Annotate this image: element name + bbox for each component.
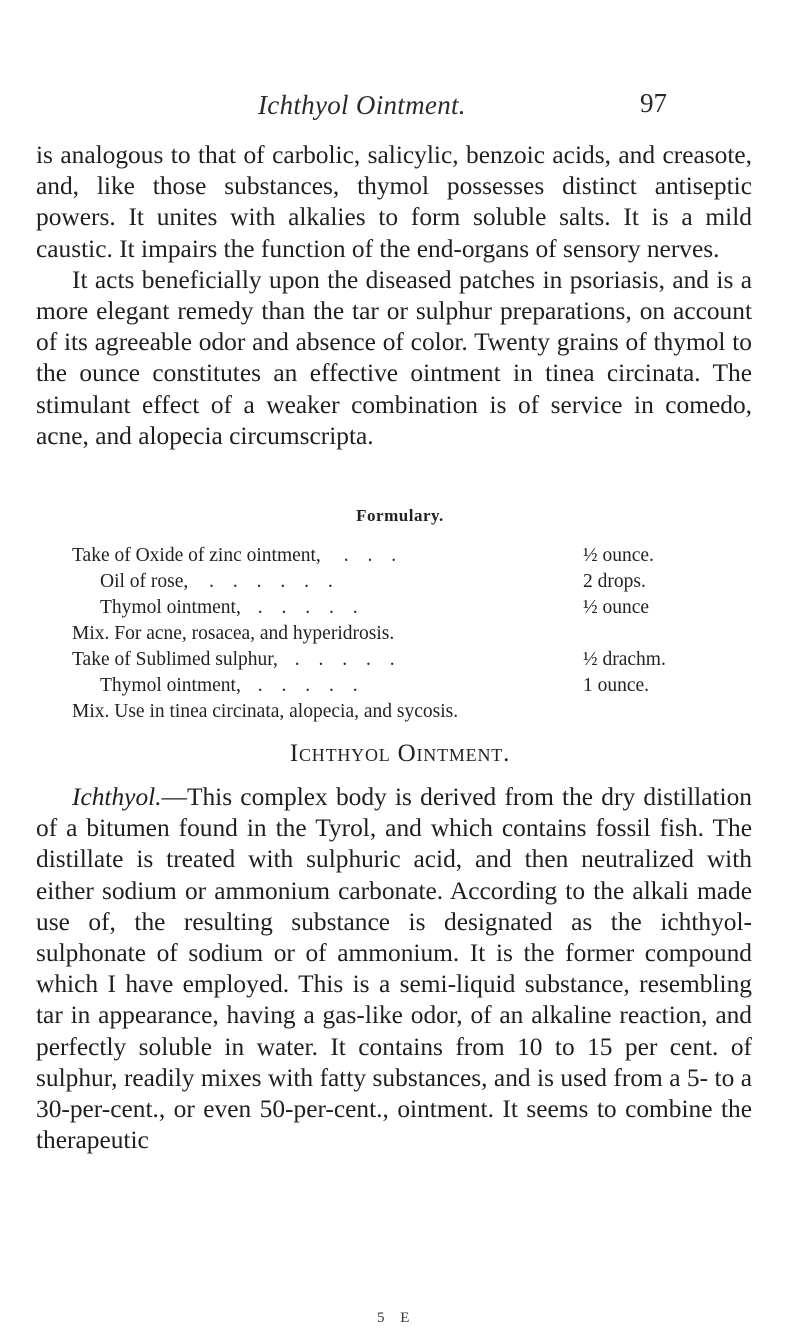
recipe-2-line-1 — [72, 649, 402, 671]
recipe-1-line-2 — [100, 571, 340, 593]
quantity: 2 drops. — [583, 571, 646, 592]
running-title: Ichthyol Ointment. — [258, 90, 466, 120]
dot-leader: . . . . . — [294, 649, 402, 670]
paragraph-text-continued: It acts beneficially upon the diseased patches in psoriasis, and is a more elegant remedy than the tar or sulphur preparations, on account of its agreeable odor and absence of color. Twenty grains of thymol to the ounce constitutes an effective ointment in tinea circinata. The stimulant effect of a weaker combination is of service in comedo, acne, and alopecia circumscripta. — [36, 265, 752, 450]
defined-term: Ichthyol. — [72, 783, 162, 811]
dot-leader: . . . — [343, 545, 404, 566]
quantity: 1 ounce. — [583, 675, 650, 696]
quantity: ½ ounce — [583, 597, 650, 618]
dot-leader: . . . . . — [257, 675, 365, 696]
recipe-2-mix-note: Mix. Use in tinea circinata, alopecia, and sycosis. — [72, 701, 459, 722]
quantity: ½ drachm. — [583, 649, 666, 670]
paragraph-text: —This complex body is derived from the dry distillation of a bitumen found in the Tyrol, and which contains fossil fish. The distillate is treated with sulphuric acid, and then neutralized with either sodium or ammonium carbonate. According to the alkali made use of, the resulting substance is designated as the ichthyol-sulphonate of sodium or of ammonium. It is the former compound which I have employed. This is a semi-liquid substance, resembling tar in appearance, having a gas-like odor, of an alkaline reaction, and perfectly soluble in water. It contains from 10 to 15 per cent. of sulphur, readily mixes with fatty substances, and is used from a 5- to a 30-per-cent., or even 50-per-cent., ointment. It seems to combine the therapeutic — [36, 783, 752, 1155]
paragraph-ichthyol — [36, 782, 752, 1156]
paragraph-thymol-properties — [36, 140, 752, 452]
recipe-1-line-3 — [100, 597, 365, 619]
recipe-1-mix-note: Mix. For acne, rosacea, and hyperidrosis. — [72, 623, 395, 644]
ingredient: Take of Sublimed sulphur, — [72, 649, 278, 670]
page-number: 97 — [640, 88, 667, 118]
dot-leader: . . . . . . — [209, 571, 340, 592]
running-head — [0, 90, 800, 124]
formulary-heading: Formulary. — [356, 506, 444, 525]
dot-leader: . . . . . — [257, 597, 365, 618]
section-heading: Ichthyol Ointment. — [289, 740, 511, 767]
ingredient: Take of Oxide of zinc ointment, — [72, 545, 321, 566]
ingredient: Thymol ointment, — [100, 597, 241, 618]
ingredient: Thymol ointment, — [100, 675, 241, 696]
ingredient: Oil of rose, — [100, 571, 189, 592]
quantity: ½ ounce. — [583, 545, 654, 566]
signature-mark: 5 E — [377, 1310, 416, 1326]
recipe-1-line-1 — [72, 545, 403, 567]
recipe-2-line-2 — [100, 675, 365, 697]
paragraph-text: is analogous to that of carbolic, salicylic, benzoic acids, and creasote, and, like those substances, thymol possesses distinct antiseptic powers. It unites with alkalies to form soluble salts. It is a mild caustic. It impairs the function of the end-organs of sensory nerves. — [36, 141, 752, 263]
